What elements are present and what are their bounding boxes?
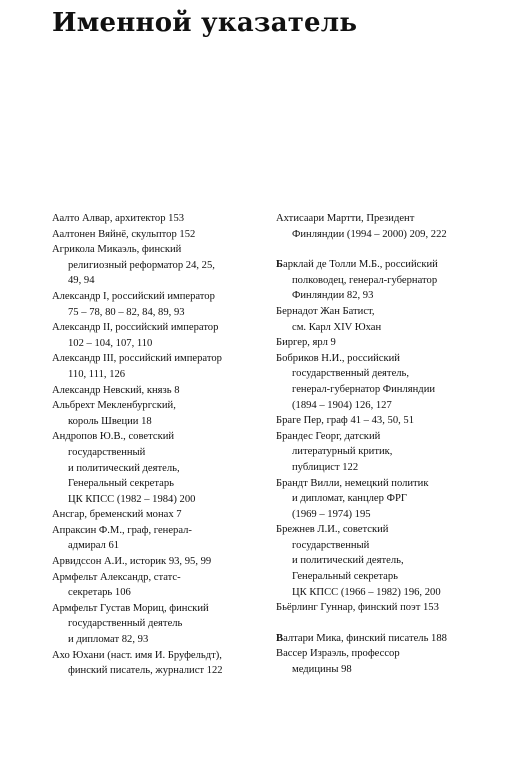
index-entry-line: Генеральный секретарь xyxy=(292,571,398,583)
index-entry-line: ЦК КПСС (1966 – 1982) 196, 200 xyxy=(292,586,441,598)
index-column-right xyxy=(276,211,488,678)
index-entry-line: Генеральный секретарь xyxy=(68,478,174,490)
index-entry-line: Александр III, российский император xyxy=(52,353,222,365)
index-entry-line: Биргер, ярл 9 xyxy=(276,337,336,349)
index-entry xyxy=(276,257,488,304)
index-entry xyxy=(52,211,260,227)
index-entry xyxy=(276,600,488,616)
index-entry xyxy=(276,631,488,647)
index-entry-line: Александр I, российский император xyxy=(52,290,215,302)
index-entry-line: и политический деятель, xyxy=(292,555,404,567)
section-initial-letter: Б xyxy=(276,259,284,271)
index-entry xyxy=(52,398,260,429)
index-entry xyxy=(52,383,260,399)
index-entry-line: Ахтисаари Мартти, Президент xyxy=(276,213,415,224)
section-initial-letter: В xyxy=(276,632,284,644)
index-entry-line: государственный xyxy=(292,539,370,551)
index-entry-line: адмирал 61 xyxy=(68,540,120,552)
index-entry-line: и дипломат, канцлер ФРГ xyxy=(292,493,407,505)
index-column-left xyxy=(52,211,260,679)
index-entry-line: ЦК КПСС (1982 – 1984) 200 xyxy=(68,493,196,505)
index-entry xyxy=(52,570,260,601)
index-entry-line: государственный деятель, xyxy=(292,368,410,380)
index-entry xyxy=(52,601,260,648)
index-entry xyxy=(52,351,260,382)
index-entry xyxy=(276,646,488,677)
index-entry-line: Апраксин Ф.М., граф, генерал- xyxy=(52,524,192,536)
index-entry-line: полководец, генерал-губернатор xyxy=(292,274,438,286)
index-entry-line: финский писатель, журналист 122 xyxy=(68,665,223,677)
index-entry-line: Армфельт Александр, статс- xyxy=(52,571,181,583)
index-entry-line: Бобриков Н.И., российский xyxy=(276,352,400,364)
index-entry-line: Ахо Юхани (наст. имя И. Бруфельдт), xyxy=(52,649,222,661)
index-entry-line: 102 – 104, 107, 110 xyxy=(68,337,153,349)
index-entry xyxy=(276,335,488,351)
index-entry-line: Финляндии 82, 93 xyxy=(292,290,374,302)
index-entry-line: Армфельт Густав Мориц, финский xyxy=(52,602,209,614)
index-entry-line: Валтари Мика, финский писатель 188 xyxy=(276,632,447,644)
index-entry-line: Бьёрлинг Гуннар, финский поэт 153 xyxy=(276,602,439,614)
index-entry-line: 49, 94 xyxy=(68,275,95,287)
index-entry xyxy=(52,429,260,507)
index-entry-line: 75 – 78, 80 – 82, 84, 89, 93 xyxy=(68,306,185,318)
index-entry xyxy=(276,351,488,413)
index-entry-line: Брежнев Л.И., советский xyxy=(276,524,389,536)
index-entry-line: Барклай де Толли М.Б., российский xyxy=(276,259,438,271)
index-entry-line: Брандес Георг, датский xyxy=(276,430,381,442)
index-entry-line: медицины 98 xyxy=(292,664,352,676)
index-entry-line: Аалтонен Вяйнё, скульптор 152 xyxy=(52,228,196,240)
index-entry-line: Арвидссон А.И., историк 93, 95, 99 xyxy=(52,556,212,568)
index-entry-line: см. Карл XIV Юхан xyxy=(292,321,382,333)
index-entry-line: Александр Невский, князь 8 xyxy=(52,384,180,396)
index-entry-line: Вассер Израэль, профессор xyxy=(276,648,400,660)
index-entry-line: (1969 – 1974) 195 xyxy=(292,508,371,520)
index-entry xyxy=(276,429,488,476)
index-entry-line: публицист 122 xyxy=(292,461,359,473)
index-entry-line: (1894 – 1904) 126, 127 xyxy=(292,399,392,411)
index-entry xyxy=(52,648,260,679)
index-entry xyxy=(276,211,488,242)
index-entry xyxy=(52,227,260,243)
index-entry xyxy=(52,320,260,351)
index-entry xyxy=(52,507,260,523)
index-entry-line: религиозный реформатор 24, 25, xyxy=(68,259,215,271)
index-entry xyxy=(52,554,260,570)
index-entry-line: литературный критик, xyxy=(292,446,393,458)
index-entry-line: Браге Пер, граф 41 – 43, 50, 51 xyxy=(276,415,415,427)
page-title: Именной указатель xyxy=(52,8,358,38)
index-entry xyxy=(276,522,488,600)
index-entry-line: король Швеции 18 xyxy=(68,415,152,427)
index-entry xyxy=(276,304,488,335)
index-entry-line: государственный xyxy=(68,446,146,458)
index-entry-line: Андропов Ю.В., советский xyxy=(52,431,175,443)
index-entry-line: Ансгар, бременский монах 7 xyxy=(52,509,182,521)
index-entry xyxy=(52,523,260,554)
index-entry-line: Альбрехт Мекленбургский, xyxy=(52,400,176,412)
index-entry-line: государственный деятель xyxy=(68,618,183,630)
index-entry xyxy=(276,413,488,429)
index-entry-line: Агрикола Микаэль, финский xyxy=(52,244,182,256)
index-entry-line: и политический деятель, xyxy=(68,462,180,474)
index-entry-line: Бернадот Жан Батист, xyxy=(276,305,375,317)
index-entry-line: Аалто Алвар, архитектор 153 xyxy=(52,213,185,224)
index-entry xyxy=(52,289,260,320)
index-entry xyxy=(276,476,488,523)
index-entry-line: Александр II, российский император xyxy=(52,322,219,334)
index-entry-line: Финляндии (1994 – 2000) 209, 222 xyxy=(292,228,447,240)
index-entry-line: Брандт Вилли, немецкий политик xyxy=(276,477,429,489)
index-entry-line: 110, 111, 126 xyxy=(68,368,126,380)
index-entry-line: генерал-губернатор Финляндии xyxy=(292,383,436,395)
index-entry-line: и дипломат 82, 93 xyxy=(68,634,149,646)
index-entry-line: секретарь 106 xyxy=(68,587,131,599)
index-entry xyxy=(52,242,260,289)
